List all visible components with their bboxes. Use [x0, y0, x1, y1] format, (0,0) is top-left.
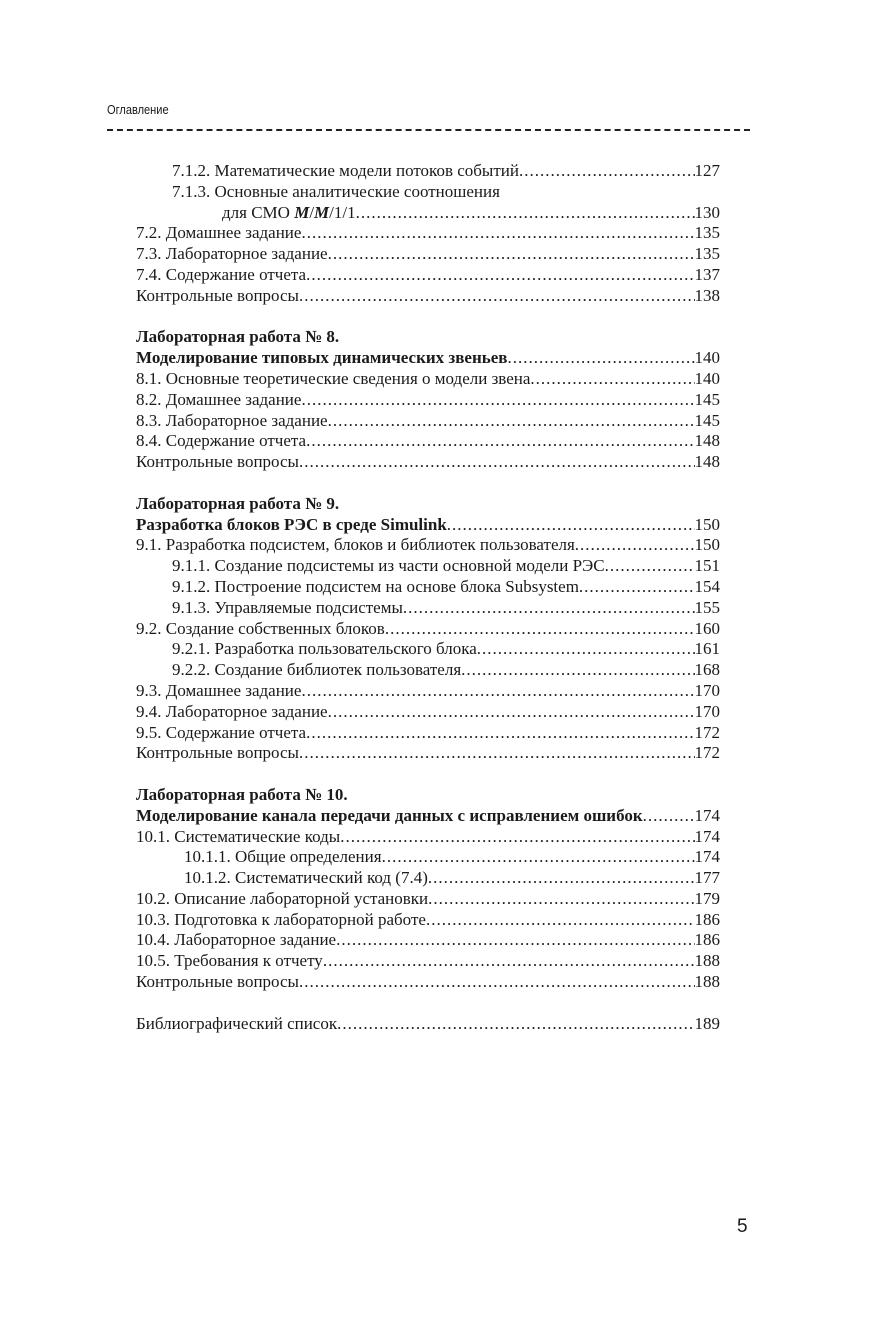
toc-entry-page: 148: [694, 452, 720, 472]
dot-leader: [403, 598, 695, 619]
toc-entry: [136, 660, 720, 681]
toc-entry-page: 170: [694, 680, 720, 700]
toc-entry-title: 7.2. Домашнее задание: [136, 223, 302, 243]
toc-entry-page: 138: [694, 285, 720, 305]
toc-entry-title: Контрольные вопросы: [136, 743, 299, 763]
toc-section: [136, 1014, 720, 1035]
dot-leader: [337, 1014, 694, 1035]
dot-leader: [299, 743, 695, 764]
toc-entry: [136, 369, 720, 390]
toc-entry: [136, 161, 720, 182]
toc-entry-title: 9.1.1. Создание подсистемы из части основной модели РЭС: [172, 556, 605, 576]
toc-entry-title: 8.3. Лабораторное задание: [136, 410, 328, 430]
dot-leader: [605, 556, 695, 577]
dot-leader: [323, 951, 695, 972]
toc-entry-title: 8.2. Домашнее задание: [136, 389, 302, 409]
toc-entry-title: 10.5. Требования к отчету: [136, 951, 323, 971]
toc-entry-page: 140: [694, 348, 720, 368]
toc-entry: [136, 806, 720, 827]
toc-entry-title: 10.3. Подготовка к лабораторной работе: [136, 909, 426, 929]
toc-entry: [136, 411, 720, 432]
toc-entry: [136, 868, 720, 889]
toc-entry-page: 154: [694, 576, 720, 596]
toc-entry-page: 188: [694, 951, 720, 971]
toc-entry-title: Контрольные вопросы: [136, 285, 299, 305]
dot-leader: [643, 806, 695, 827]
toc-entry-page: 168: [694, 660, 720, 680]
toc-entry-title: 7.1.3. Основные аналитические соотношения: [172, 181, 500, 201]
toc-entry: [136, 598, 720, 619]
toc-entry: [136, 244, 720, 265]
toc-entry: [136, 847, 720, 868]
toc-entry-title: 10.4. Лабораторное задание: [136, 930, 337, 950]
toc-entry-title: 7.1.2. Математические модели потоков событий: [172, 161, 519, 180]
toc-entry: [136, 702, 720, 723]
toc-entry: [136, 515, 720, 536]
dot-leader: [426, 910, 695, 931]
toc-entry-page: 170: [694, 701, 720, 721]
toc-entry-page: 145: [694, 410, 720, 430]
toc-entry: [136, 494, 720, 515]
toc-section: [136, 494, 720, 764]
toc-entry-title: 8.4. Содержание отчета: [136, 431, 307, 451]
toc-entry: [136, 390, 720, 411]
toc-entry: [136, 785, 720, 806]
toc-entry: [136, 535, 720, 556]
toc-entry-title: 7.3. Лабораторное задание: [136, 244, 328, 264]
toc-entry: [136, 723, 720, 744]
dot-leader: [299, 286, 695, 307]
toc-entry-page: 172: [694, 722, 720, 742]
toc-entry-page: 127: [694, 161, 720, 180]
toc-entry: [136, 910, 720, 931]
toc-entry-page: 161: [694, 639, 720, 659]
toc-entry-page: 174: [694, 847, 720, 867]
toc-entry-page: 174: [694, 805, 720, 825]
table-of-contents: [136, 161, 720, 1055]
toc-section: [136, 785, 720, 993]
dot-leader: [356, 203, 695, 224]
toc-entry-title: 9.2. Создание собственных блоков: [136, 618, 385, 638]
toc-entry: [136, 619, 720, 640]
toc-entry-page: 172: [694, 743, 720, 763]
dot-leader: [428, 868, 695, 889]
toc-entry-page: 174: [694, 826, 720, 846]
toc-entry-title: Лабораторная работа № 9.: [136, 493, 340, 513]
dot-leader: [428, 889, 694, 910]
toc-entry-title: 9.1. Разработка подсистем, блоков и библиотек пользователя: [136, 535, 575, 555]
toc-entry-title: 9.3. Домашнее задание: [136, 680, 302, 700]
toc-entry-title: Контрольные вопросы: [136, 972, 299, 992]
toc-entry-title: 9.1.2. Построение подсистем на основе блока Subsystem: [172, 576, 579, 596]
toc-section: [136, 327, 720, 473]
toc-entry: [136, 182, 720, 203]
dot-leader: [301, 390, 694, 411]
toc-entry-title: 9.2.2. Создание библиотек пользователя: [172, 660, 462, 680]
toc-entry: [136, 348, 720, 369]
toc-entry: [136, 743, 720, 764]
toc-entry-page: 177: [694, 868, 720, 888]
toc-entry-title: Моделирование типовых динамических звеньев: [136, 348, 508, 368]
toc-section: [136, 161, 720, 307]
toc-entry-title: Разработка блоков РЭС в среде Simulink: [136, 514, 447, 534]
dot-leader: [301, 681, 694, 702]
toc-entry: [136, 203, 720, 224]
toc-entry-title: Лабораторная работа № 8.: [136, 327, 340, 347]
toc-entry: [136, 1014, 720, 1035]
dot-leader: [306, 723, 694, 744]
toc-entry-title-part: /1/1: [329, 202, 356, 222]
toc-entry-page: 186: [694, 930, 720, 950]
header-divider: [107, 129, 750, 131]
dot-leader: [299, 452, 695, 473]
dot-leader: [461, 660, 694, 681]
toc-entry-page: 145: [694, 389, 720, 409]
toc-entry-title: 9.4. Лабораторное задание: [136, 701, 328, 721]
toc-entry: [136, 556, 720, 577]
toc-entry: [136, 286, 720, 307]
dot-leader: [508, 348, 695, 369]
dot-leader: [340, 827, 694, 848]
page-number: 5: [737, 1216, 748, 1237]
toc-entry: [136, 327, 720, 348]
toc-entry-page: 150: [694, 514, 720, 534]
toc-entry-title-part: M: [294, 202, 310, 222]
toc-entry-title: 10.1.1. Общие определения: [184, 847, 382, 867]
toc-entry-title: Контрольные вопросы: [136, 452, 299, 472]
toc-entry-page: 179: [694, 888, 720, 908]
dot-leader: [328, 244, 695, 265]
toc-entry-title: 8.1. Основные теоретические сведения о модели звена: [136, 368, 531, 388]
toc-entry-title-part: M: [314, 202, 330, 222]
toc-entry-title: 10.1.2. Систематический код (7.4): [184, 868, 428, 888]
toc-entry-page: 137: [694, 264, 720, 284]
toc-entry-title-part: /: [309, 202, 315, 222]
toc-entry-title: 9.1.3. Управляемые подсистемы: [172, 597, 403, 617]
toc-entry-title: 10.1. Систематические коды: [136, 826, 341, 846]
dot-leader: [301, 223, 694, 244]
toc-entry: [136, 452, 720, 473]
toc-entry-page: 140: [694, 368, 720, 388]
running-head: Оглавление: [107, 102, 169, 117]
toc-entry-page: 135: [694, 223, 720, 243]
dot-leader: [382, 847, 695, 868]
toc-entry: [136, 930, 720, 951]
toc-entry-page: 155: [694, 597, 720, 617]
dot-leader: [336, 930, 694, 951]
toc-entry-title: [222, 203, 356, 224]
dot-leader: [385, 619, 695, 640]
dot-leader: [477, 639, 695, 660]
dot-leader: [575, 535, 695, 556]
toc-entry: [136, 889, 720, 910]
toc-entry: [136, 639, 720, 660]
toc-entry-title: Моделирование канала передачи данных с исправлением ошибок: [136, 805, 643, 825]
dot-leader: [306, 265, 694, 286]
dot-leader: [306, 431, 694, 452]
dot-leader: [519, 161, 695, 182]
toc-entry-title: 10.2. Описание лабораторной установки: [136, 888, 429, 908]
toc-entry: [136, 827, 720, 848]
toc-entry: [136, 431, 720, 452]
toc-entry-title: 9.5. Содержание отчета: [136, 722, 307, 742]
toc-entry-title: Лабораторная работа № 10.: [136, 784, 348, 804]
toc-entry-title: 7.4. Содержание отчета: [136, 264, 307, 284]
toc-entry: [136, 223, 720, 244]
dot-leader: [299, 972, 695, 993]
toc-entry-title: Библиографический список: [136, 1013, 338, 1033]
toc-entry-page: 130: [694, 202, 720, 222]
toc-entry-page: 150: [694, 535, 720, 555]
toc-entry-page: 148: [694, 431, 720, 451]
toc-entry: [136, 577, 720, 598]
toc-entry-page: 135: [694, 244, 720, 264]
toc-entry-page: 188: [694, 972, 720, 992]
dot-leader: [530, 369, 694, 390]
toc-entry-page: 151: [694, 556, 720, 576]
dot-leader: [328, 702, 695, 723]
dot-leader: [328, 411, 695, 432]
toc-entry: [136, 972, 720, 993]
toc-entry: [136, 681, 720, 702]
toc-entry: [136, 951, 720, 972]
toc-entry-title: 9.2.1. Разработка пользовательского блока: [172, 639, 477, 659]
dot-leader: [579, 577, 695, 598]
toc-entry-page: 186: [694, 909, 720, 929]
toc-entry-page: 160: [694, 618, 720, 638]
toc-entry-page: 189: [694, 1013, 720, 1033]
toc-entry-title-part: для СМО: [222, 202, 295, 222]
dot-leader: [447, 515, 695, 536]
toc-entry: [136, 265, 720, 286]
